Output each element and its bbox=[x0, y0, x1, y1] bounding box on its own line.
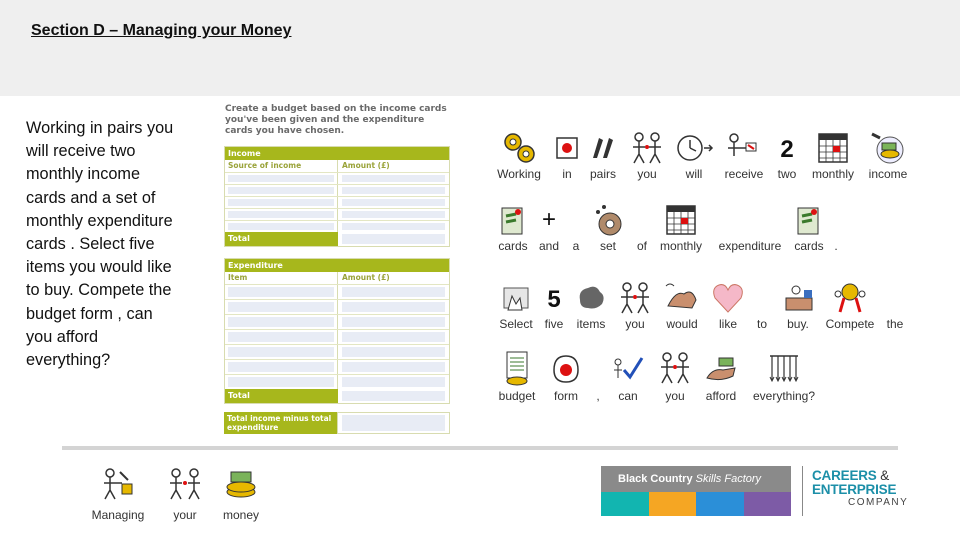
expenditure-col-amount: Amount (£) bbox=[342, 273, 390, 282]
symbol-expenditure: expenditure bbox=[718, 239, 782, 253]
expenditure-row[interactable] bbox=[225, 284, 449, 299]
header-band bbox=[0, 0, 960, 96]
income-title: Income bbox=[225, 147, 449, 160]
instruction-line: everything? bbox=[26, 351, 111, 370]
afford-hand-icon bbox=[701, 350, 741, 388]
instructions-text bbox=[26, 117, 198, 372]
shop-counter-icon bbox=[778, 280, 818, 316]
would-hands-icon bbox=[662, 280, 702, 316]
money-income-icon bbox=[868, 130, 908, 166]
income-total-label: Total bbox=[225, 232, 338, 246]
expenditure-col-item: Item bbox=[225, 272, 338, 284]
symbol-you: you bbox=[630, 130, 664, 181]
items-blob-icon bbox=[574, 280, 608, 316]
symbol-and: + and bbox=[536, 202, 562, 253]
expenditure-row[interactable] bbox=[225, 359, 449, 374]
budget-form bbox=[222, 104, 452, 434]
symbol-the: the bbox=[886, 317, 904, 331]
symbol-compete: Compete bbox=[824, 280, 876, 331]
symbol-in: in bbox=[552, 130, 582, 181]
symbol-sentence bbox=[496, 130, 916, 410]
symbol-two: 2 two bbox=[772, 130, 802, 181]
income-col-source: Source of income bbox=[225, 160, 338, 172]
calendar-icon bbox=[815, 130, 851, 166]
income-row[interactable] bbox=[225, 184, 449, 196]
black-country-skills-factory-logo bbox=[601, 466, 791, 516]
expenditure-row[interactable] bbox=[225, 314, 449, 329]
symbol-set: set bbox=[590, 202, 626, 253]
everything-arrows-icon bbox=[764, 350, 804, 388]
plus-glyph: + bbox=[541, 206, 556, 233]
symbol-everything: everything? bbox=[750, 350, 818, 403]
symbol-pairs: pairs bbox=[588, 130, 618, 181]
symbol-period: . bbox=[834, 239, 838, 253]
shoes-pair-icon bbox=[589, 130, 617, 166]
expenditure-row[interactable] bbox=[225, 344, 449, 359]
symbol-items: items bbox=[572, 280, 610, 331]
clock-arrow-icon bbox=[674, 130, 714, 166]
symbol-monthly: monthly bbox=[808, 130, 858, 181]
expenditure-total-label: Total bbox=[225, 389, 338, 403]
symbol-form: form bbox=[546, 350, 586, 403]
in-box-icon bbox=[554, 130, 580, 166]
income-row[interactable] bbox=[225, 196, 449, 208]
symbol-working: Working bbox=[496, 130, 542, 181]
symbol-a: a bbox=[572, 239, 580, 253]
income-row[interactable] bbox=[225, 220, 449, 232]
symbol-of: of bbox=[636, 239, 647, 253]
footer-symbol-managing: Managing bbox=[86, 466, 150, 522]
careers-enterprise-company-logo bbox=[812, 469, 908, 509]
income-row[interactable] bbox=[225, 172, 449, 184]
symbol-you-3: you bbox=[658, 350, 692, 403]
gears-icon bbox=[499, 130, 539, 166]
instruction-line: Working in pairs you bbox=[26, 119, 174, 137]
instruction-line: budget form , can bbox=[26, 304, 153, 323]
instruction-line: monthly income bbox=[26, 165, 141, 184]
income-row[interactable] bbox=[225, 208, 449, 220]
budget-form-heading: Create a budget based on the income cards you've been given and the expenditure cards you have chosen. bbox=[225, 104, 447, 136]
instruction-line: you afford bbox=[26, 327, 99, 346]
cec-company: COMPANY bbox=[848, 497, 909, 508]
symbol-cards-2: cards bbox=[792, 202, 826, 253]
select-hand-icon bbox=[498, 280, 534, 316]
bcsf-color-bars bbox=[601, 492, 791, 516]
income-section bbox=[224, 146, 450, 247]
cards-icon bbox=[794, 202, 824, 238]
instruction-line: monthly expenditure bbox=[26, 211, 173, 230]
calendar-icon bbox=[663, 202, 699, 238]
people-you-icon bbox=[630, 130, 664, 166]
symbol-budget: budget bbox=[496, 350, 538, 403]
symbol-receive: receive bbox=[722, 130, 766, 181]
symbol-to: to bbox=[756, 317, 767, 331]
compete-medal-icon bbox=[830, 280, 870, 316]
bcsf-name: Black Country bbox=[618, 473, 693, 485]
net-section bbox=[224, 412, 450, 434]
five-glyph: 5 bbox=[547, 286, 561, 313]
symbol-monthly-2: monthly bbox=[656, 202, 706, 253]
expenditure-row[interactable] bbox=[225, 299, 449, 314]
receive-icon bbox=[724, 130, 764, 166]
symbol-afford: afford bbox=[700, 350, 742, 403]
managing-person-icon bbox=[98, 466, 138, 502]
instruction-line: cards and a set of bbox=[26, 188, 156, 207]
logo-separator bbox=[802, 466, 803, 516]
expenditure-columns bbox=[225, 272, 449, 284]
people-your-icon bbox=[167, 466, 203, 502]
money-coins-icon bbox=[221, 466, 261, 502]
expenditure-total-row bbox=[225, 389, 449, 403]
footer-symbol-money: money bbox=[216, 466, 266, 522]
budget-doc-icon bbox=[499, 350, 535, 388]
set-circle-icon bbox=[590, 202, 626, 238]
symbol-cards: cards bbox=[496, 202, 530, 253]
people-you-icon bbox=[658, 350, 692, 388]
can-check-icon bbox=[610, 350, 646, 388]
cards-icon bbox=[498, 202, 528, 238]
footer-symbol-your: your bbox=[166, 466, 204, 522]
heart-icon bbox=[711, 280, 745, 316]
form-arrows-icon bbox=[546, 350, 586, 388]
instruction-line: to buy. Compete the bbox=[26, 281, 172, 300]
income-col-amount: Amount (£) bbox=[342, 161, 390, 170]
net-label: Total income minus total expenditure bbox=[224, 412, 337, 434]
symbol-select: Select bbox=[496, 280, 536, 331]
instruction-line: will receive two bbox=[26, 142, 136, 161]
expenditure-title: Expenditure bbox=[225, 259, 449, 272]
people-you-icon bbox=[618, 280, 652, 316]
symbol-would: would bbox=[660, 280, 704, 331]
expenditure-section bbox=[224, 258, 450, 404]
symbol-can: can bbox=[610, 350, 646, 403]
divider bbox=[62, 446, 898, 450]
instruction-line: cards . Select five bbox=[26, 235, 155, 254]
symbol-buy: buy. bbox=[778, 280, 818, 331]
expenditure-row[interactable] bbox=[225, 329, 449, 344]
bcsf-tagline: Skills Factory bbox=[695, 473, 762, 485]
income-total-row bbox=[225, 232, 449, 246]
page-title: Section D – Managing your Money bbox=[31, 22, 292, 39]
symbol-you-2: you bbox=[618, 280, 652, 331]
cec-enterprise: ENTERPRISE bbox=[812, 482, 897, 497]
two-glyph: 2 bbox=[780, 136, 794, 163]
symbol-five: 5 five bbox=[540, 280, 568, 331]
symbol-comma: , bbox=[596, 389, 600, 403]
cec-amp: & bbox=[880, 468, 889, 483]
expenditure-row[interactable] bbox=[225, 374, 449, 389]
symbol-like: like bbox=[710, 280, 746, 331]
symbol-income: income bbox=[866, 130, 910, 181]
cec-careers: CAREERS bbox=[812, 468, 877, 483]
symbol-will: will bbox=[674, 130, 714, 181]
income-columns bbox=[225, 160, 449, 172]
instruction-line: items you would like bbox=[26, 258, 172, 277]
